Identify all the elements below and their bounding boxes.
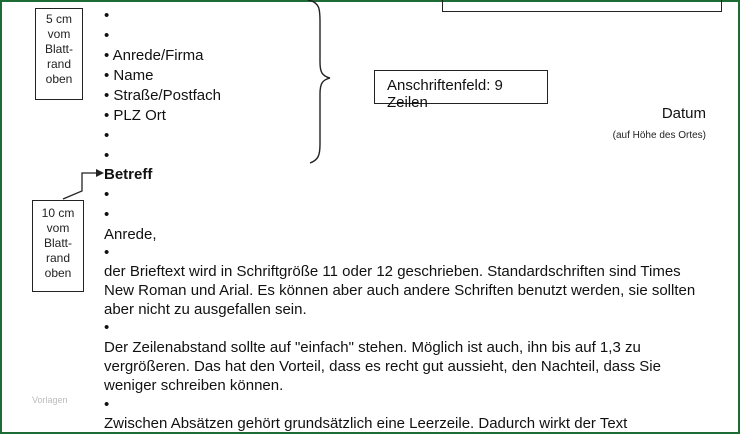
address-line: •	[104, 7, 110, 24]
address-line: •	[104, 27, 110, 44]
note-line: 10 cm	[41, 206, 75, 220]
address-label-box	[374, 70, 548, 111]
body-paragraph: der Brieftext wird in Schriftgröße 11 oder 12 geschrieben. Standardschriften sind Times New Roman und Arial. Es können aber auch andere Schriften benutzt werden, sie sollten aber nicht zu ausgefallen sein.	[104, 263, 696, 318]
address-line: •	[104, 127, 110, 144]
note-line: oben	[44, 266, 72, 280]
note-10cm	[32, 200, 84, 292]
note-line: vom	[47, 27, 71, 41]
note-line: vom	[46, 221, 70, 235]
betreff-arrow	[60, 165, 105, 205]
watermark: Vorlagen	[32, 395, 68, 405]
date-note: (auf Höhe des Ortes)	[612, 130, 706, 141]
address-line: • Anrede/Firma	[104, 47, 204, 64]
note-line: rand	[46, 57, 72, 71]
note-line: 5 cm	[45, 12, 72, 26]
blank-bullet: •	[104, 186, 110, 203]
salutation: Anrede,	[104, 226, 157, 243]
note-line: oben	[45, 72, 73, 86]
paragraph-bullet: •	[104, 396, 110, 413]
note-line: Blatt-	[43, 236, 72, 250]
note-line: Blatt-	[44, 42, 73, 56]
address-line: • Straße/Postfach	[104, 87, 221, 104]
body-paragraph: Der Zeilenabstand sollte auf "einfach" stehen. Möglich ist auch, ihn bis auf 1,3 zu vergrößeren. Das hat den Vorteil, dass es recht gut aussieht, den Nachteil, dass Sie weniger schreiben können.	[104, 339, 661, 394]
note-line: rand	[45, 251, 71, 265]
top-right-box	[442, 0, 722, 12]
address-label: Anschriftenfeld: 9 Zeilen	[387, 77, 503, 111]
address-line: • Name	[104, 67, 154, 84]
paragraph-bullet: •	[104, 319, 110, 336]
note-5cm	[35, 8, 83, 100]
paragraph-bullet: •	[104, 244, 110, 261]
address-line: •	[104, 147, 110, 164]
address-brace	[306, 0, 332, 165]
blank-bullet: •	[104, 206, 110, 223]
body-paragraph: Zwischen Absätzen gehört grundsätzlich eine Leerzeile. Dadurch wirkt der Text	[104, 415, 628, 432]
address-line: • PLZ Ort	[104, 107, 166, 124]
date-label: Datum	[661, 105, 706, 122]
subject-heading: Betreff	[104, 166, 153, 183]
